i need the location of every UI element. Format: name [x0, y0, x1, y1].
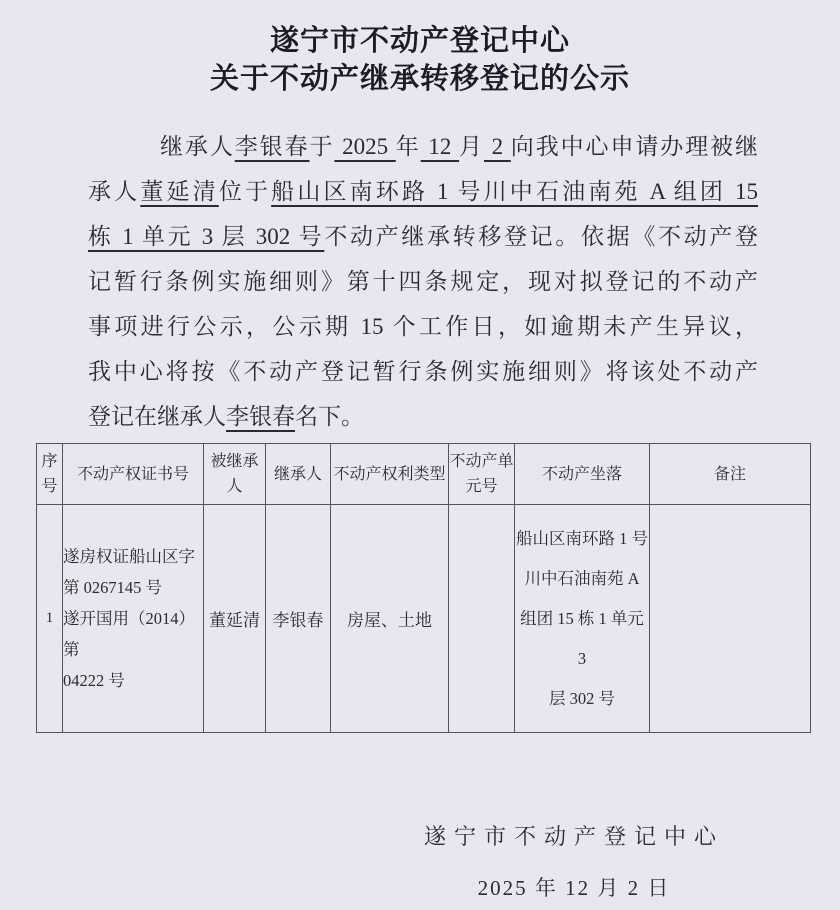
- underlined-text: 栋 1 单元 3 层 302 号: [88, 224, 325, 249]
- cell-line: 遂房权证船山区字: [63, 547, 195, 566]
- underlined-text: 船山区南环路 1 号川中石油南苑 A 组团 15: [271, 179, 759, 204]
- registration-table: [36, 443, 811, 733]
- paragraph-line: [88, 124, 758, 169]
- header-unit-no: 不动产单元号: [449, 444, 515, 505]
- cell-line: 第 0267145 号: [63, 578, 162, 597]
- header-decedent: 被继承人: [204, 444, 266, 505]
- page-title: [0, 0, 840, 98]
- underlined-text: 董延清: [140, 179, 219, 204]
- header-seq: 序号: [37, 444, 63, 505]
- text-segment: 事项进行公示，公示期 15 个工作日，如逾期未产生异议，: [88, 314, 758, 339]
- signature-block: [414, 820, 734, 902]
- text-segment: 登记在继承人: [88, 404, 226, 429]
- header-right-type: 不动产权利类型: [331, 444, 449, 505]
- text-segment: 名下。: [295, 404, 364, 429]
- text-segment: 继承人: [160, 134, 235, 159]
- header-location: 不动产坐落: [515, 444, 650, 505]
- title-line-1: 遂宁市不动产登记中心: [269, 25, 570, 57]
- cell-decedent: 董延清: [204, 505, 266, 733]
- cell-cert-no: [63, 505, 204, 733]
- underlined-text: 李银春: [234, 134, 310, 159]
- header-heir: 继承人: [266, 444, 331, 505]
- paragraph-line: [88, 259, 758, 304]
- text-segment: 年: [395, 134, 421, 159]
- underlined-text: 2: [483, 134, 511, 159]
- underlined-text: 2025: [334, 134, 396, 159]
- table-row: [37, 505, 811, 733]
- header-cert-no: 不动产权证书号: [63, 444, 204, 505]
- header-remark: 备注: [650, 444, 811, 505]
- text-segment: 月: [459, 134, 484, 159]
- text-segment: 位于: [218, 179, 272, 204]
- cell-location: [515, 505, 650, 733]
- paragraph-line: [88, 214, 758, 259]
- underlined-text: 李银春: [226, 404, 295, 429]
- title-line-2: 关于不动产继承转移登记的公示: [209, 63, 630, 95]
- text-segment: 承人: [88, 179, 141, 204]
- paragraph-line: [88, 169, 758, 214]
- cell-heir: 李银春: [266, 505, 331, 733]
- paragraph-line: [88, 394, 758, 439]
- cell-right-type: 房屋、土地: [331, 505, 449, 733]
- signature-date: 2025 年 12 月 2 日: [477, 876, 671, 900]
- cell-seq: 1: [37, 505, 63, 733]
- table-header-row: [37, 444, 811, 505]
- text-segment: 不动产继承转移登记。依据《不动产登: [324, 224, 759, 249]
- paragraph-line: [88, 349, 758, 394]
- cell-line: 组团 15 栋 1 单元 3: [520, 608, 644, 668]
- cell-remark: [650, 505, 811, 733]
- cell-line: 船山区南环路 1 号: [516, 528, 648, 548]
- notice-paragraph: [88, 124, 758, 439]
- cell-unit-no: [449, 505, 515, 733]
- paragraph-line: [88, 304, 758, 349]
- cell-line: 04222 号: [63, 671, 125, 690]
- underlined-text: 12: [420, 134, 460, 159]
- text-segment: 向我中心申请办理被继: [510, 134, 759, 159]
- text-segment: 我中心将按《不动产登记暂行条例实施细则》将该处不动产: [88, 359, 758, 384]
- text-segment: 记暂行条例实施细则》第十四条规定，现对拟登记的不动产: [88, 269, 758, 294]
- cell-line: 川中石油南苑 A: [524, 568, 640, 588]
- cell-line: 层 302 号: [549, 688, 615, 708]
- text-segment: 于: [309, 134, 335, 159]
- signature-org: 遂宁市不动产登记中心: [423, 824, 724, 849]
- cell-line: 遂开国用（2014）第: [63, 609, 195, 659]
